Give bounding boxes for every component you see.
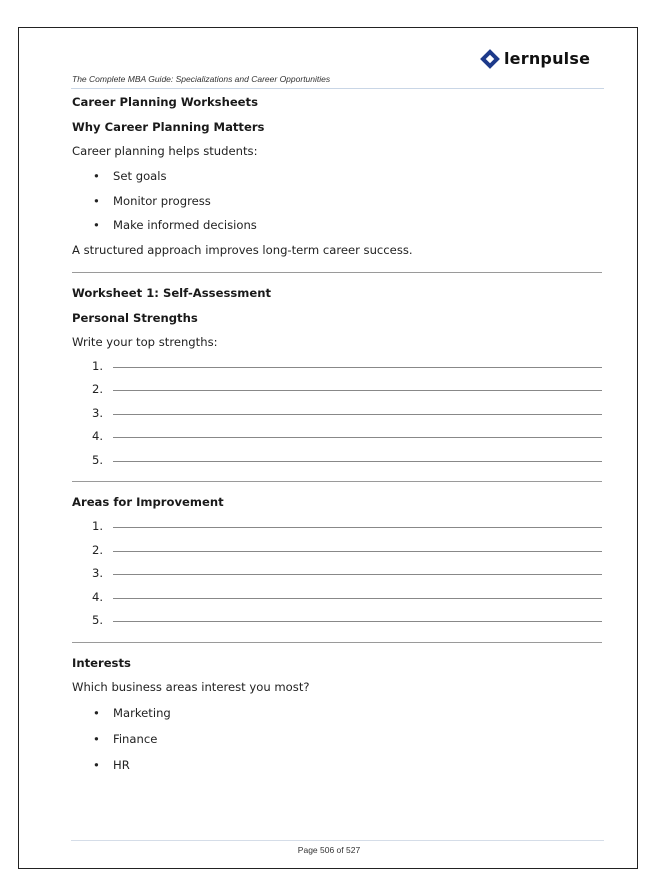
- write-line[interactable]: [113, 598, 602, 599]
- interests-heading: Interests: [72, 655, 131, 670]
- strengths-heading: Personal Strengths: [72, 310, 198, 325]
- strength-entry[interactable]: [72, 449, 602, 473]
- write-line[interactable]: [113, 574, 602, 575]
- strength-entry[interactable]: [72, 402, 602, 426]
- diamond-logo-icon: [480, 49, 500, 69]
- list-item-text: Monitor progress: [113, 193, 211, 208]
- list-item: [72, 726, 602, 752]
- bullet-icon: •: [93, 757, 100, 772]
- strength-entry[interactable]: [72, 425, 602, 449]
- write-line[interactable]: [113, 437, 602, 438]
- entry-number: 3.: [92, 566, 104, 581]
- write-line[interactable]: [113, 527, 602, 528]
- footer-divider: [71, 840, 604, 841]
- list-item-text: Marketing: [113, 705, 171, 720]
- list-item: [72, 213, 602, 238]
- list-item-text: Set goals: [113, 169, 167, 184]
- list-item: [72, 164, 602, 189]
- entry-number: 2.: [92, 382, 104, 397]
- entry-number: 2.: [92, 542, 104, 557]
- improvement-entry[interactable]: [72, 586, 602, 610]
- page-number: Page 506 of 527: [297, 845, 361, 855]
- write-line[interactable]: [113, 414, 602, 415]
- document-page: [18, 27, 638, 869]
- entry-number: 3.: [92, 405, 104, 420]
- strength-entry[interactable]: [72, 378, 602, 402]
- page-title: Career Planning Worksheets: [72, 95, 258, 109]
- entry-number: 1.: [92, 519, 104, 534]
- why-heading: Why Career Planning Matters: [72, 119, 265, 134]
- list-item: [72, 752, 602, 778]
- interests-prompt: Which business areas interest you most?: [72, 680, 310, 695]
- write-line[interactable]: [113, 621, 602, 622]
- improvement-entry[interactable]: [72, 562, 602, 586]
- strength-entry[interactable]: [72, 355, 602, 379]
- page-content: [72, 90, 602, 778]
- bullet-icon: •: [93, 705, 100, 720]
- entry-number: 5.: [92, 613, 104, 628]
- improvement-entry[interactable]: [72, 539, 602, 563]
- entry-number: 1.: [92, 358, 104, 373]
- bullet-icon: •: [93, 169, 100, 184]
- worksheet-title: Worksheet 1: Self-Assessment: [72, 285, 271, 300]
- brand-logo-text: lernpulse: [504, 49, 591, 68]
- bullet-icon: •: [93, 218, 100, 233]
- running-header: The Complete MBA Guide: Specializations and Career Opportunities: [72, 74, 331, 84]
- list-item-text: Finance: [113, 731, 158, 746]
- entry-number: 5.: [92, 452, 104, 467]
- entry-number: 4.: [92, 429, 104, 444]
- brand-logo: [483, 49, 590, 68]
- write-line[interactable]: [113, 461, 602, 462]
- write-line[interactable]: [113, 551, 602, 552]
- write-line[interactable]: [113, 367, 602, 368]
- list-item-text: Make informed decisions: [113, 218, 257, 233]
- summary-text: A structured approach improves long-term career success.: [72, 243, 413, 258]
- list-item-text: HR: [113, 757, 130, 772]
- list-item: [72, 700, 602, 726]
- intro-text: Career planning helps students:: [72, 144, 258, 159]
- header-divider: [71, 88, 604, 89]
- list-item: [72, 189, 602, 214]
- entry-number: 4.: [92, 589, 104, 604]
- bullet-icon: •: [93, 193, 100, 208]
- improvement-entry[interactable]: [72, 515, 602, 539]
- improvement-entry[interactable]: [72, 609, 602, 633]
- improvement-heading: Areas for Improvement: [72, 495, 224, 510]
- strengths-prompt: Write your top strengths:: [72, 335, 218, 350]
- write-line[interactable]: [113, 390, 602, 391]
- bullet-icon: •: [93, 731, 100, 746]
